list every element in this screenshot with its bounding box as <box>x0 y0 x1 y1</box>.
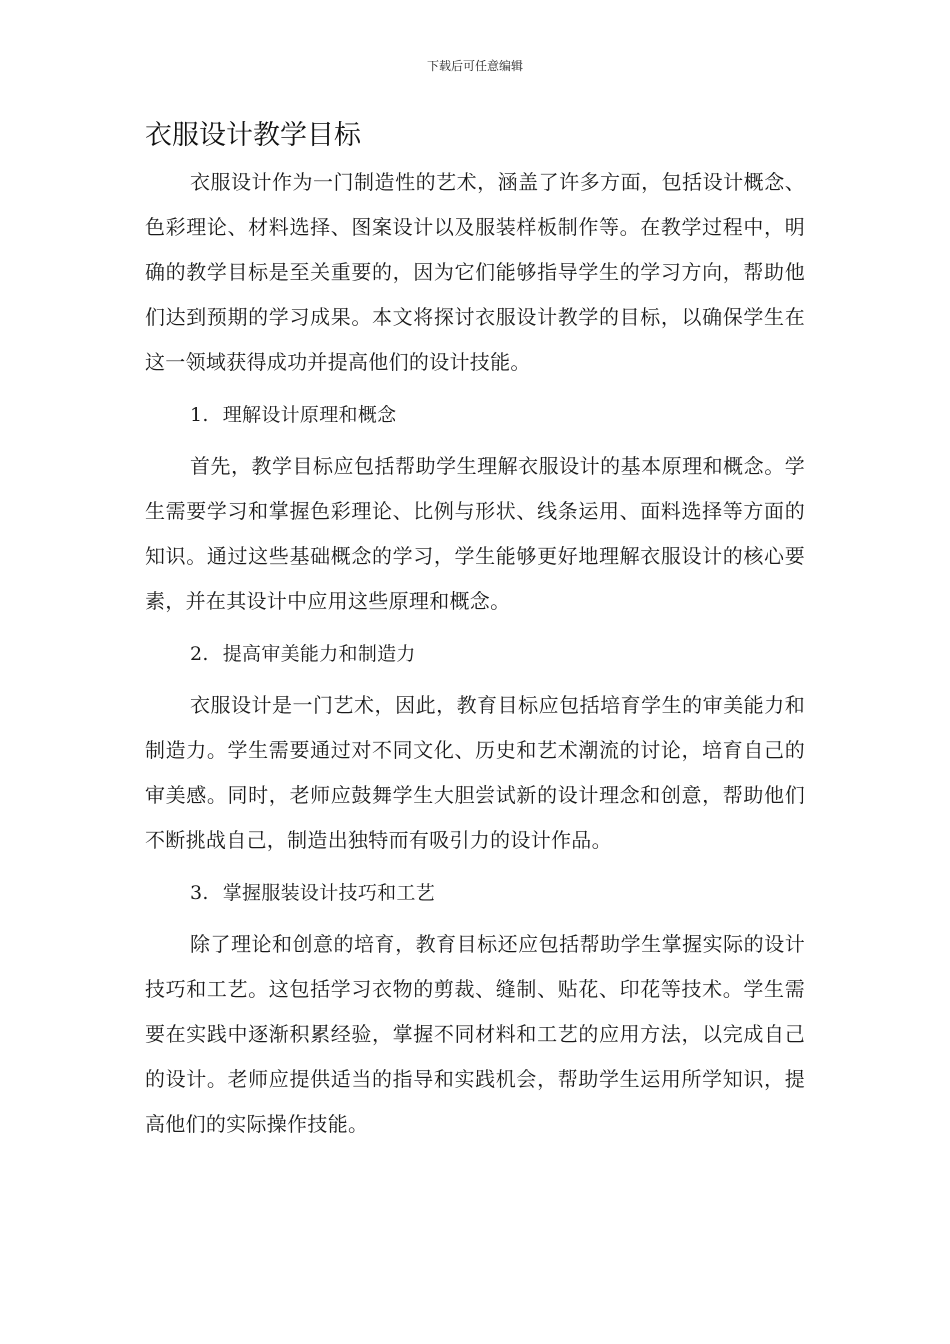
section-number: 1. <box>190 404 209 426</box>
document-body <box>145 116 805 1147</box>
section-heading-text: 提高审美能力和制造力 <box>222 643 416 665</box>
section-heading-3 <box>190 868 805 918</box>
document-title: 衣服设计教学目标 <box>145 120 361 151</box>
section-number: 3. <box>190 882 209 904</box>
section-number: 2. <box>190 643 209 665</box>
section-paragraph-1: 首先，教学目标应包括帮助学生理解衣服设计的基本原理和概念。学生需要学习和掌握色彩理论、比例与形状、线条运用、面料选择等方面的知识。通过这些基础概念的学习，学生能够更好地理解衣服设计的核心要素，并在其设计中应用这些原理和概念。 <box>145 454 805 613</box>
section-heading-text: 理解设计原理和概念 <box>222 404 397 426</box>
section-heading-1 <box>190 390 805 440</box>
section-paragraph-2: 衣服设计是一门艺术，因此，教育目标应包括培育学生的审美能力和制造力。学生需要通过对不同文化、历史和艺术潮流的讨论，培育自己的审美感。同时，老师应鼓舞学生大胆尝试新的设计理念和创意，帮助他们不断挑战自己，制造出独特而有吸引力的设计作品。 <box>145 693 805 852</box>
section-heading-text: 掌握服装设计技巧和工艺 <box>222 882 436 904</box>
intro-paragraph: 衣服设计作为一门制造性的艺术，涵盖了许多方面，包括设计概念、色彩理论、材料选择、图案设计以及服装样板制作等。在教学过程中，明确的教学目标是至关重要的，因为它们能够指导学生的学习方向，帮助他们达到预期的学习成果。本文将探讨衣服设计教学的目标，以确保学生在这一领域获得成功并提高他们的设计技能。 <box>145 170 805 374</box>
section-heading-2 <box>190 629 805 679</box>
section-paragraph-3: 除了理论和创意的培育，教育目标还应包括帮助学生掌握实际的设计技巧和工艺。这包括学习衣物的剪裁、缝制、贴花、印花等技术。学生需要在实践中逐渐积累经验，掌握不同材料和工艺的应用方法，以完成自己的设计。老师应提供适当的指导和实践机会，帮助学生运用所学知识，提高他们的实际操作技能。 <box>145 932 805 1136</box>
page-header-note: 下载后可任意编辑 <box>426 59 523 73</box>
